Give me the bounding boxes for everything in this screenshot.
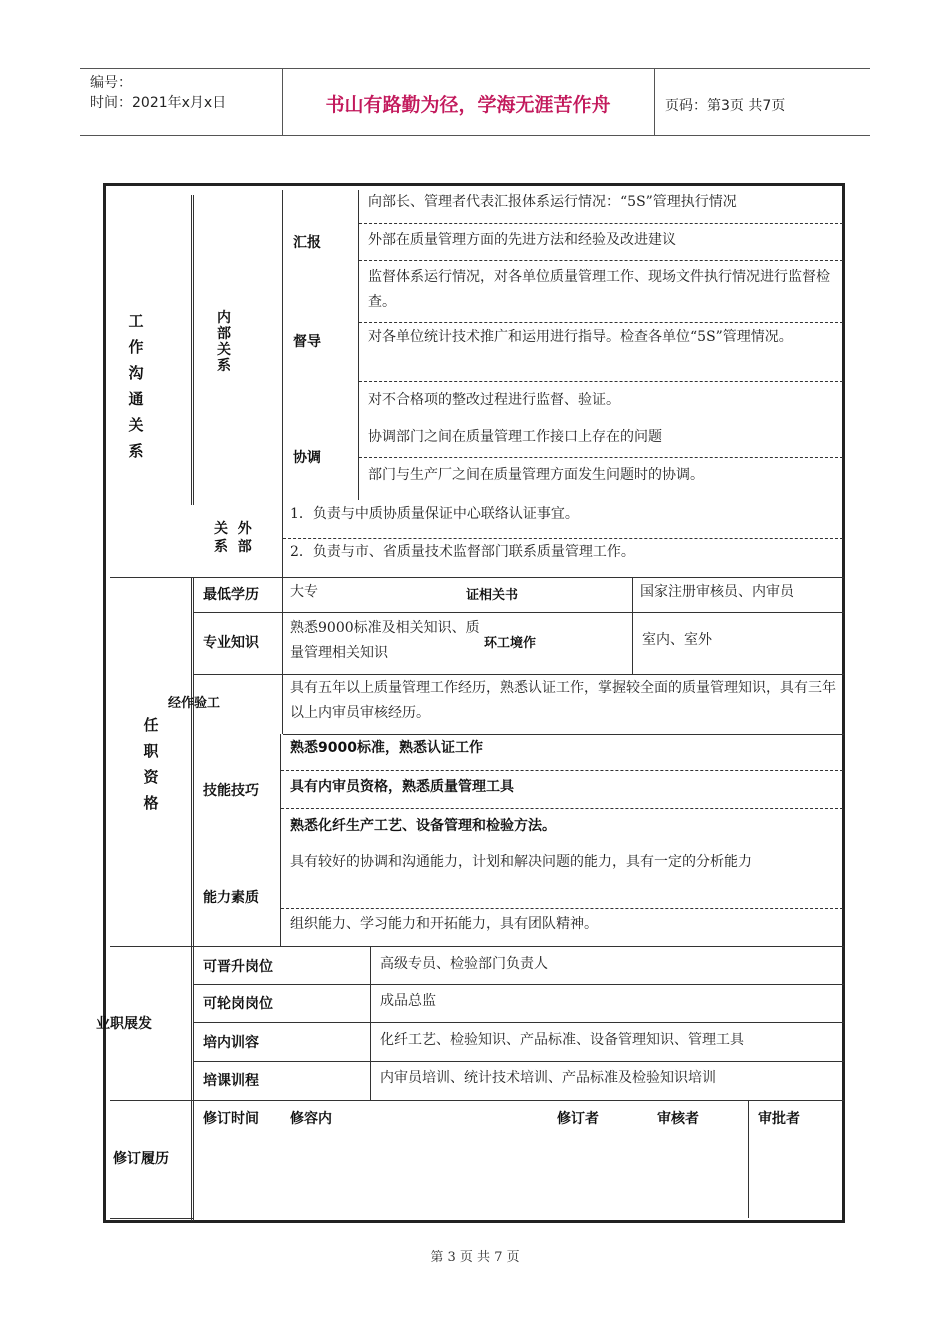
document-number-label: 编号： <box>90 75 132 91</box>
work-relations-title: 工作沟通关系 <box>128 312 144 460</box>
training-content-label: 培内训容 <box>203 1035 259 1051</box>
header-motto: 书山有路勤为径，学海无涯苦作舟 <box>325 94 611 116</box>
environment-label: 环工境作 <box>484 636 537 651</box>
skills-item: 熟悉化纤生产工艺、设备管理和检验方法。 <box>290 818 556 834</box>
knowledge-value: 熟悉9000标准及相关知识、质量管理相关知识 <box>290 620 480 661</box>
external-item: 1．负责与中质协质量保证中心联络认证事宜。 <box>290 506 579 522</box>
supervise-item: 对各单位统计技术推广和运用进行指导。检查各单位“5S”管理情况。 <box>368 329 793 345</box>
supervise-item: 监督体系运行情况，对各单位质量管理工作、现场文件执行情况进行监督检查。 <box>368 269 830 310</box>
rotation-label: 可轮岗岗位 <box>203 996 273 1012</box>
revision-time-header: 修订时间 <box>203 1111 259 1127</box>
ability-item: 组织能力、学习能力和开拓能力，具有团队精神。 <box>290 916 598 932</box>
environment-value: 室内、室外 <box>642 632 712 648</box>
ability-item: 具有较好的协调和沟通能力，计划和解决问题的能力，具有一定的分析能力 <box>290 854 752 870</box>
internal-relations-label: 内部关系 <box>217 310 231 374</box>
report-item: 外部在质量管理方面的先进方法和经验及改进建议 <box>368 232 676 248</box>
training-content-value: 化纤工艺、检验知识、产品标准、设备管理知识、管理工具 <box>380 1032 744 1048</box>
coordinate-label: 协调 <box>293 450 321 466</box>
reviewer-header: 审核者 <box>657 1111 699 1127</box>
revision-content-header: 修容内 <box>290 1111 332 1127</box>
experience-label: 经作验工 <box>168 696 221 711</box>
training-course-label: 培课训程 <box>203 1073 259 1089</box>
career-development-title: 业职展发 <box>96 1016 152 1032</box>
training-course-value: 内审员培训、统计技术培训、产品标准及检验知识培训 <box>380 1070 716 1086</box>
skills-item: 熟悉9000标准，熟悉认证工作 <box>290 740 483 756</box>
page-number-label: 页码：第3页 共7页 <box>665 98 786 114</box>
promotion-label: 可晋升岗位 <box>203 959 273 975</box>
reviser-header: 修订者 <box>557 1111 599 1127</box>
education-value: 大专 <box>290 584 318 600</box>
page-footer: 第 3 页 共 7 页 <box>430 1250 520 1265</box>
qualifications-title: 任职资格 <box>143 716 159 812</box>
education-label: 最低学历 <box>203 587 259 603</box>
coordinate-item: 部门与生产厂之间在质量管理方面发生问题时的协调。 <box>368 467 704 483</box>
skills-item: 具有内审员资格，熟悉质量管理工具 <box>290 779 514 795</box>
report-item: 向部长、管理者代表汇报体系运行情况：“5S”管理执行情况 <box>368 194 737 210</box>
ability-label: 能力素质 <box>203 890 259 906</box>
knowledge-label: 专业知识 <box>203 635 259 651</box>
supervise-label: 督导 <box>293 334 321 350</box>
external-relations-label-1: 关 外 <box>214 521 252 537</box>
revision-history-title: 修订履历 <box>113 1151 169 1167</box>
skills-label: 技能技巧 <box>203 783 259 799</box>
experience-value: 具有五年以上质量管理工作经历，熟悉认证工作，掌握较全面的质量管理知识，具有三年以上内审员审核经历。 <box>290 680 836 721</box>
coordinate-item: 对不合格项的整改过程进行监督、验证。 <box>368 392 620 408</box>
report-label: 汇报 <box>293 235 321 251</box>
certificate-label: 证相关书 <box>466 588 519 603</box>
rotation-value: 成品总监 <box>380 993 436 1009</box>
coordinate-item: 协调部门之间在质量管理工作接口上存在的问题 <box>368 429 662 445</box>
certificate-value: 国家注册审核员、内审员 <box>640 584 794 600</box>
approver-header: 审批者 <box>758 1111 800 1127</box>
external-item: 2．负责与市、省质量技术监督部门联系质量管理工作。 <box>290 544 635 560</box>
document-time-label: 时间：2021年x月x日 <box>90 95 227 111</box>
promotion-value: 高级专员、检验部门负责人 <box>380 956 548 972</box>
external-relations-label-2: 系 部 <box>214 539 252 555</box>
